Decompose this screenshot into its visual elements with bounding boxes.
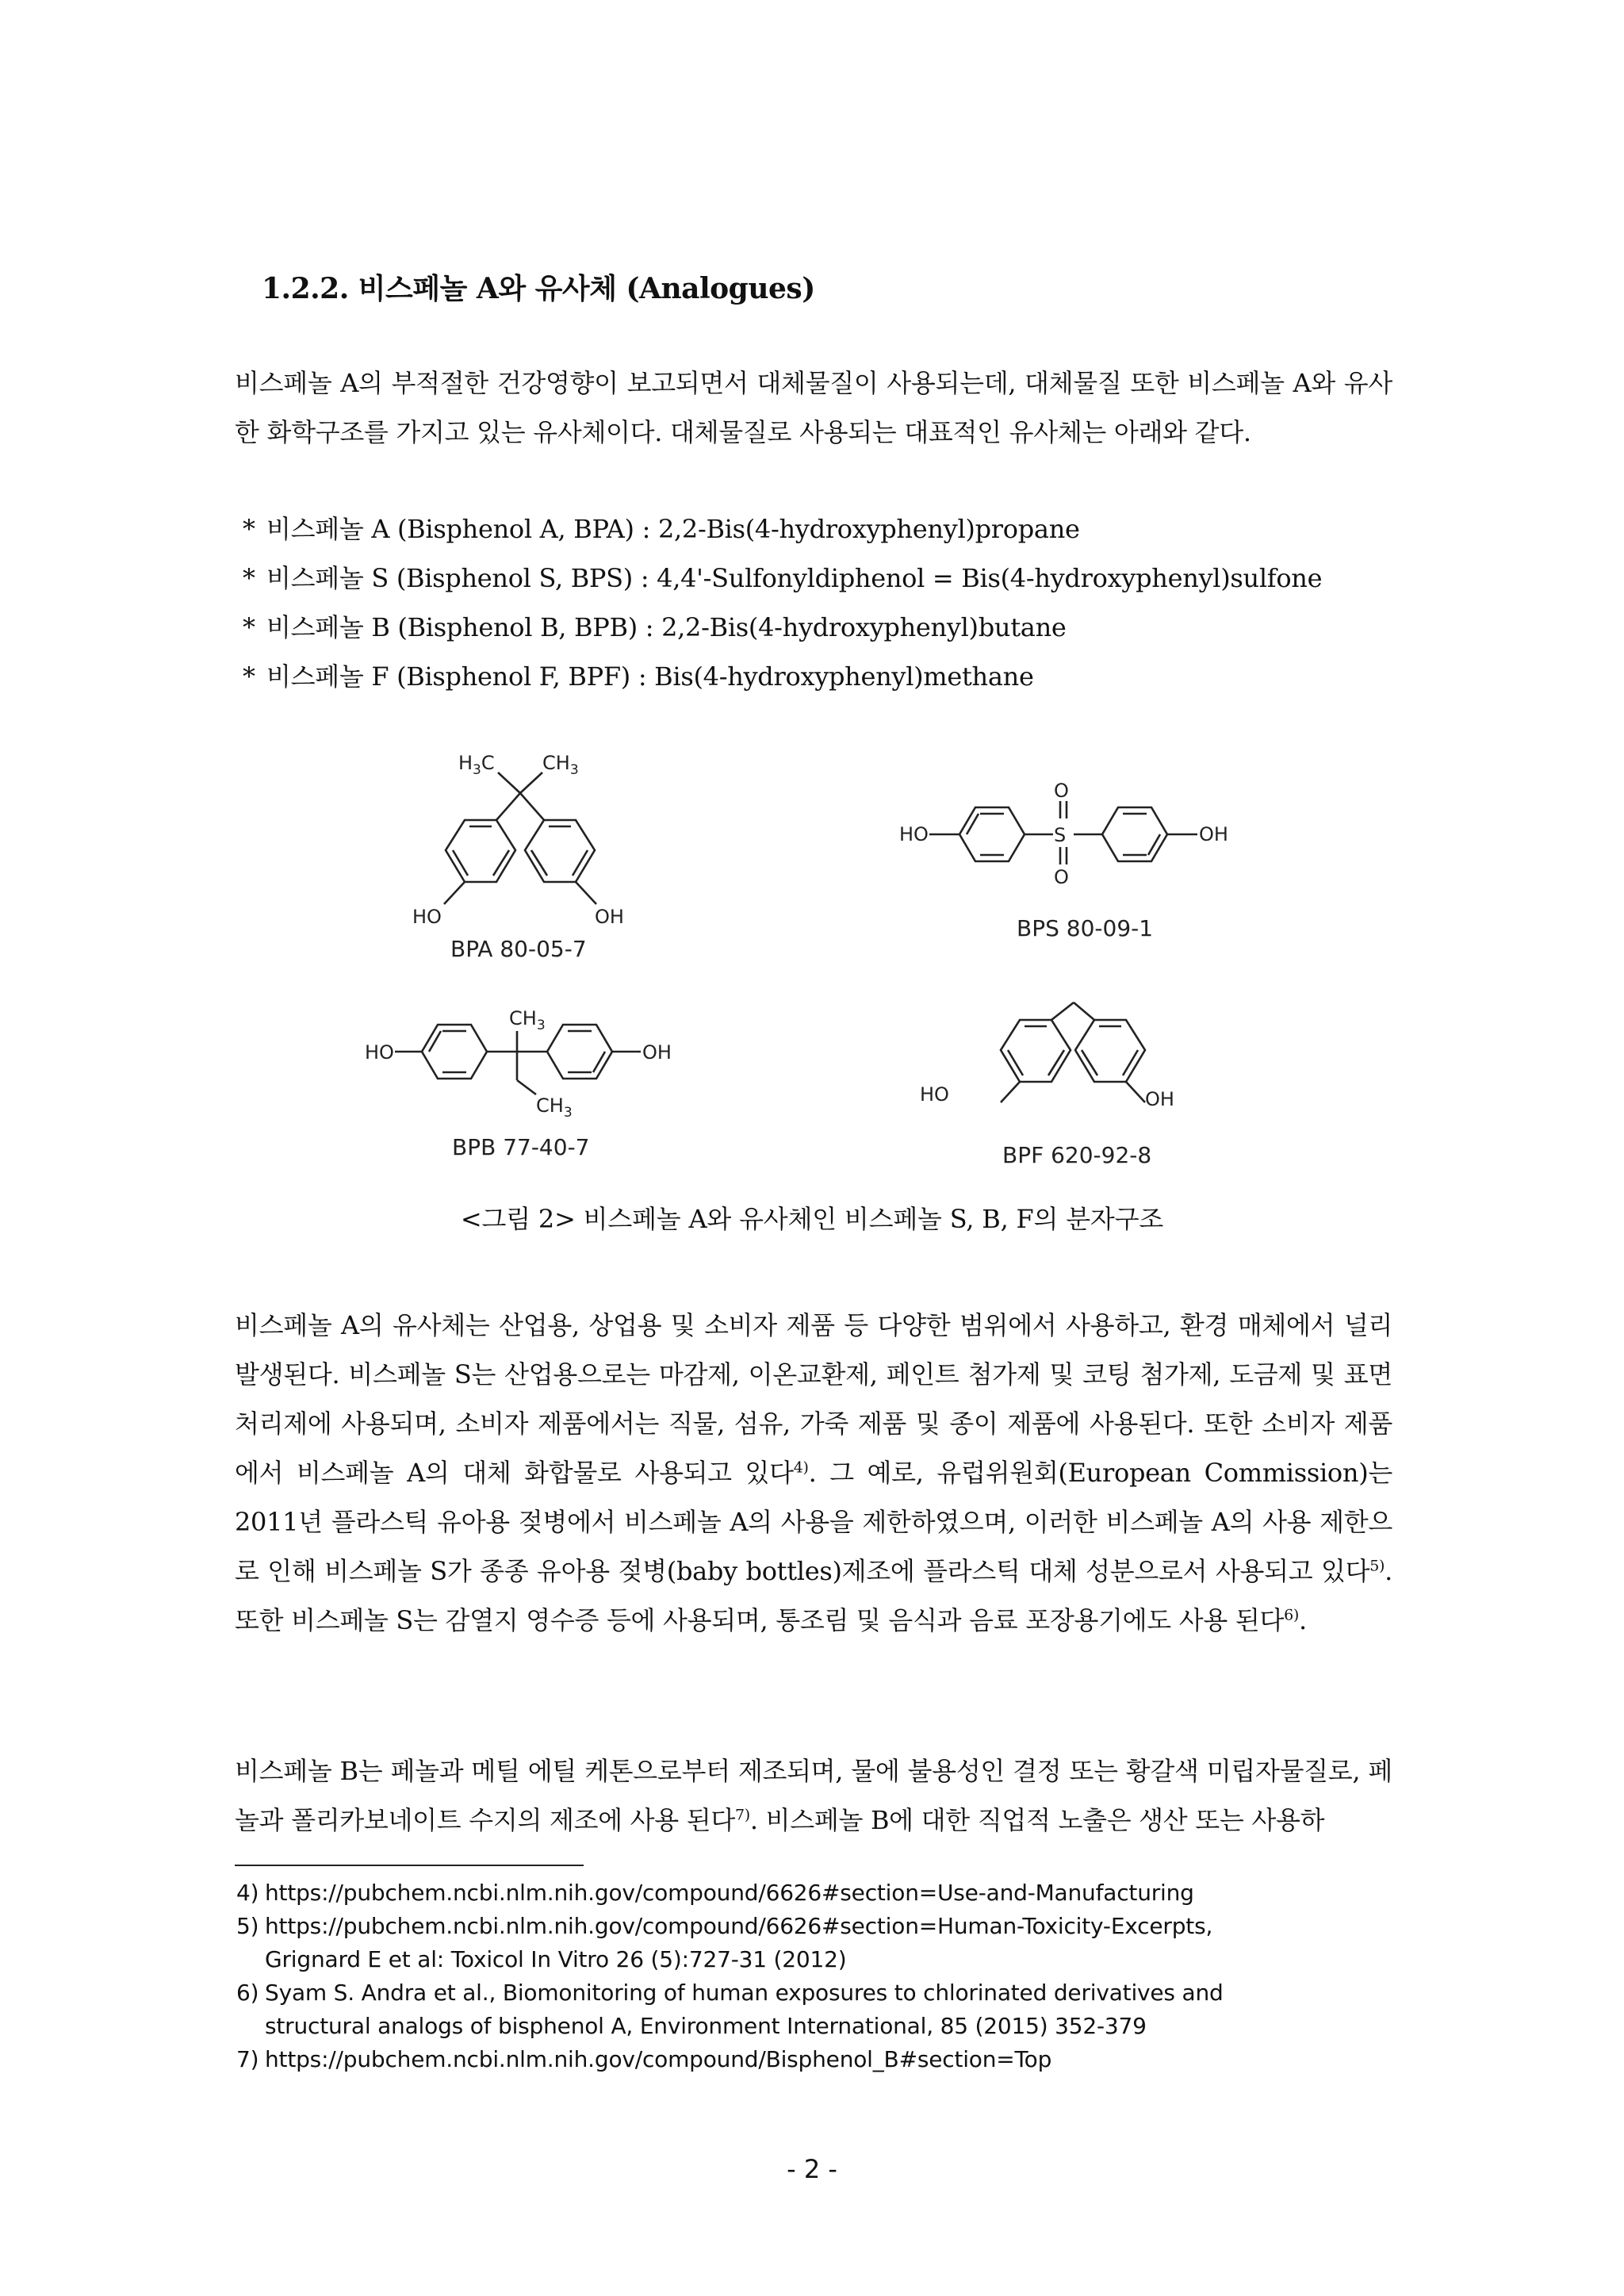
svg-text:O: O — [1054, 780, 1069, 802]
bps-label: BPS 80-09-1 — [1017, 915, 1154, 941]
footnotes — [236, 1876, 1391, 2076]
footnote-ref[interactable]: 4) — [793, 1458, 809, 1477]
footnote-divider — [235, 1865, 584, 1866]
footnote-ref[interactable]: 5) — [1369, 1557, 1385, 1575]
footnote-7: 7) https://pubchem.ncbi.nlm.nih.gov/compound/Bisphenol_B#section=Top — [236, 2046, 1052, 2072]
list-item: * 비스페놀 S (Bisphenol S, BPS) : 4,4'-Sulfonyldiphenol = Bis(4-hydroxyphenyl)sulfone — [243, 554, 1322, 603]
bullet-marker: * — [243, 563, 255, 593]
bpb-label: BPB 77-40-7 — [452, 1134, 590, 1160]
analogues-paragraph: 비스페놀 A의 유사체는 산업용, 상업용 및 소비자 제품 등 다양한 범위에서 사용하고, 환경 매체에서 널리 발생된다. 비스페놀 S는 산업용으로는 마감제, 이온교환제, 페인트 첨가제 및 코팅 첨가제, 도금제 및 표면 처리제에 사용되며, 소비자 제품에서는 직물, 섬유, 가죽 제품 및 종이 제품에 사용된다. 또한 소비자 제품에서 비스페놀 A의 대체 화합물로 사용되고 있다$^{4)}$. 그 예로, 유럽위원회(European Commission)는 2011년 플라스틱 유아용 젖병에서 비스페놀 A의 사용을 제한하였으며, 이러한 비스페놀 A의 사용 제한으로 인해 비스페놀 S가 종종 유아용 젖병(baby bottles)제조에 플라스틱 대체 성분으로서 사용되고 있다$^{5)}$. 또한 비스페놀 S는 감열지 영수증 등에 사용되며, 통조림 및 음식과 음료 포장용기에도 사용 된다$^{6)}$. — [235, 1310, 1392, 1635]
footnote-4: 4) https://pubchem.ncbi.nlm.nih.gov/compound/6626#section=Use-and-Manufacturing — [236, 1880, 1194, 1906]
footnote-ref[interactable]: 7) — [735, 1806, 750, 1824]
bpf-label: BPF 620-92-8 — [1002, 1142, 1152, 1168]
intro-paragraph: 비스페놀 A의 부적절한 건강영향이 보고되면서 대체물질이 사용되는데, 대체물질 또한 비스페놀 A와 유사한 화학구조를 가지고 있는 유사체이다. 대체물질로 사용되는 대표적인 유사체는 아래와 같다. — [235, 368, 1392, 447]
list-item: * 비스페놀 A (Bisphenol A, BPA) : 2,2-Bis(4-hydroxyphenyl)propane — [243, 504, 1322, 554]
svg-text:OH: OH — [1145, 1088, 1174, 1110]
page-number: - 2 - — [787, 2154, 837, 2184]
footnote-ref[interactable]: 6) — [1284, 1606, 1299, 1624]
bpb-paragraph: 비스페놀 B는 페놀과 메틸 에틸 케톤으로부터 제조되며, 물에 불용성인 결정 또는 황갈색 미립자물질로, 페놀과 폴리카보네이트 수지의 제조에 사용 된다$^{7)}$. 비스페놀 B에 대한 직업적 노출은 생산 또는 사용하 — [235, 1756, 1392, 1835]
figure-caption: <그림 2> 비스페놀 A와 유사체인 비스페놀 S, B, F의 분자구조 — [460, 1204, 1164, 1234]
list-item: * 비스페놀 B (Bisphenol B, BPB) : 2,2-Bis(4-hydroxyphenyl)butane — [243, 603, 1322, 652]
bpb-structure — [365, 1007, 672, 1160]
svg-text:HO: HO — [899, 823, 929, 845]
svg-text:CH3: $CH_3$ — [509, 1007, 546, 1033]
svg-text:S: S — [1054, 824, 1067, 846]
section-heading: 1.2.2. 비스페놀 A와 유사체 (Analogues) — [262, 272, 815, 305]
bullet-marker: * — [243, 514, 255, 544]
svg-text:H3C: $H_3C$ — [458, 752, 495, 778]
bps-structure — [899, 780, 1228, 941]
svg-text:OH: OH — [1199, 823, 1228, 845]
footnote-5: 5) https://pubchem.ncbi.nlm.nih.gov/compound/6626#section=Human-Toxicity-Excerpts, Grignard E et al: Toxicol In Vitro 26 (5):727-31 (2012) — [236, 1913, 1213, 1972]
svg-text:OH: OH — [642, 1041, 672, 1064]
list-item: * 비스페놀 F (Bisphenol F, BPF) : Bis(4-hydroxyphenyl)methane — [243, 652, 1322, 701]
svg-text:HO: HO — [365, 1041, 394, 1064]
bullet-marker: * — [243, 612, 255, 642]
bullet-marker: * — [243, 661, 255, 692]
bpa-label: BPA 80-05-7 — [450, 936, 587, 962]
svg-text:HO: HO — [412, 906, 442, 928]
svg-text:CH3: $CH_3$ — [542, 752, 579, 778]
svg-text:HO: HO — [920, 1083, 949, 1106]
svg-text:CH3: $CH_3$ — [536, 1094, 573, 1121]
footnote-6: 6) Syam S. Andra et al., Biomonitoring of human exposures to chlorinated derivatives and structural analogs of bisphenol A, Environment International, 85 (2015) 352-379 — [236, 1980, 1224, 2039]
bpf-structure — [920, 1002, 1174, 1168]
svg-text:O: O — [1054, 866, 1069, 888]
bpa-structure — [412, 752, 624, 962]
molecular-structures-figure — [333, 738, 1285, 1182]
bisphenol-list — [243, 504, 1322, 701]
svg-text:OH: OH — [595, 906, 624, 928]
